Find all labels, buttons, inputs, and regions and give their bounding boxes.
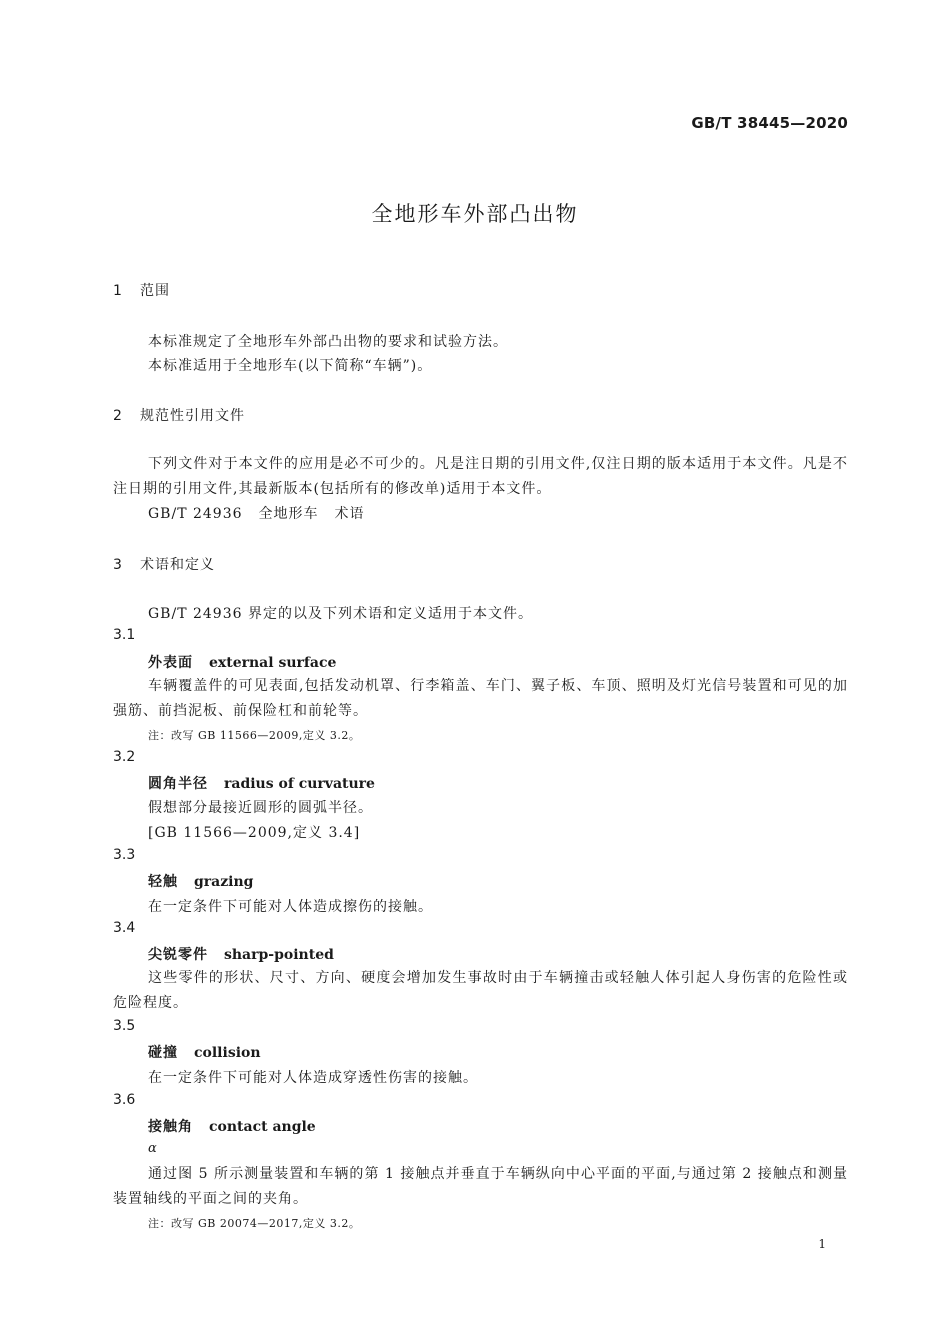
term-number: 3.2 [113,749,136,765]
term-zh: 尖锐零件 [148,947,208,963]
term-heading [148,773,375,793]
term-zh: 轻触 [148,874,178,890]
section-title: 术语和定义 [140,557,215,573]
term-number: 3.4 [113,920,136,936]
term-definition: 车辆覆盖件的可见表面,包括发动机罩、行李箱盖、车门、翼子板、车顶、照明及灯光信号装置和可见的加强筋、前挡泥板、前保险杠和前轮等。 [113,678,848,719]
section-title: 范围 [140,283,170,299]
term-number: 3.1 [113,627,136,643]
section-number: 2 [113,408,123,424]
term-heading [148,652,336,672]
section-title: 规范性引用文件 [140,408,245,424]
term-en: external surface [209,655,337,671]
term-zh: 接触角 [148,1119,193,1135]
term-heading [148,1116,316,1136]
term-definition: 在一定条件下可能对人体造成穿透性伤害的接触。 [148,1070,478,1086]
term-en: sharp-pointed [224,947,334,963]
term-en: contact angle [209,1119,316,1135]
term-definition: 假想部分最接近圆形的圆弧半径。 [148,800,373,816]
term-note: 注：改写 GB 20074—2017,定义 3.2。 [148,1217,361,1230]
term-definition: 在一定条件下可能对人体造成擦伤的接触。 [148,899,433,915]
normative-reference [148,503,365,523]
section-number: 3 [113,557,123,573]
standard-number: GB/T 38445—2020 [691,114,848,132]
term-heading [148,944,334,964]
section-2-heading [113,405,245,425]
term-number: 3.6 [113,1092,136,1108]
reference-title-part-1: 全地形车 [258,506,319,522]
document-title: 全地形车外部凸出物 [371,202,579,226]
term-en: grazing [194,874,254,890]
term-zh: 外表面 [148,655,193,671]
term-definition: 这些零件的形状、尺寸、方向、硬度会增加发生事故时由于车辆撞击或轻触人体引起人身伤害的危险性或危险程度。 [113,970,848,1011]
term-number: 3.5 [113,1018,136,1034]
term-number: 3.3 [113,847,136,863]
section-2-paragraph: 下列文件对于本文件的应用是必不可少的。凡是注日期的引用文件,仅注日期的版本适用于本文件。凡是不注日期的引用文件,其最新版本(包括所有的修改单)适用于本文件。 [113,456,848,497]
section-1-paragraph-1: 本标准规定了全地形车外部凸出物的要求和试验方法。 [148,334,508,350]
section-3-heading [113,554,215,574]
term-en: radius of curvature [224,776,375,792]
term-zh: 碰撞 [148,1045,178,1061]
term-heading [148,1042,261,1062]
term-symbol: α [148,1141,157,1156]
term-note: 注：改写 GB 11566—2009,定义 3.2。 [148,729,361,742]
section-number: 1 [113,283,123,299]
term-source: [GB 11566—2009,定义 3.4] [148,825,361,841]
page-number: 1 [818,1237,826,1251]
reference-title-part-2: 术语 [334,506,365,522]
term-definition: 通过图 5 所示测量装置和车辆的第 1 接触点并垂直于车辆纵向中心平面的平面,与通过第 2 接触点和测量装置轴线的平面之间的夹角。 [113,1166,848,1207]
section-1-paragraph-2: 本标准适用于全地形车(以下简称“车辆”)。 [148,358,433,374]
section-1-heading [113,280,170,300]
term-heading [148,871,253,891]
term-zh: 圆角半径 [148,776,208,792]
reference-code: GB/T 24936 [148,506,243,522]
term-en: collision [194,1045,261,1061]
section-3-intro: GB/T 24936 界定的以及下列术语和定义适用于本文件。 [148,606,533,622]
